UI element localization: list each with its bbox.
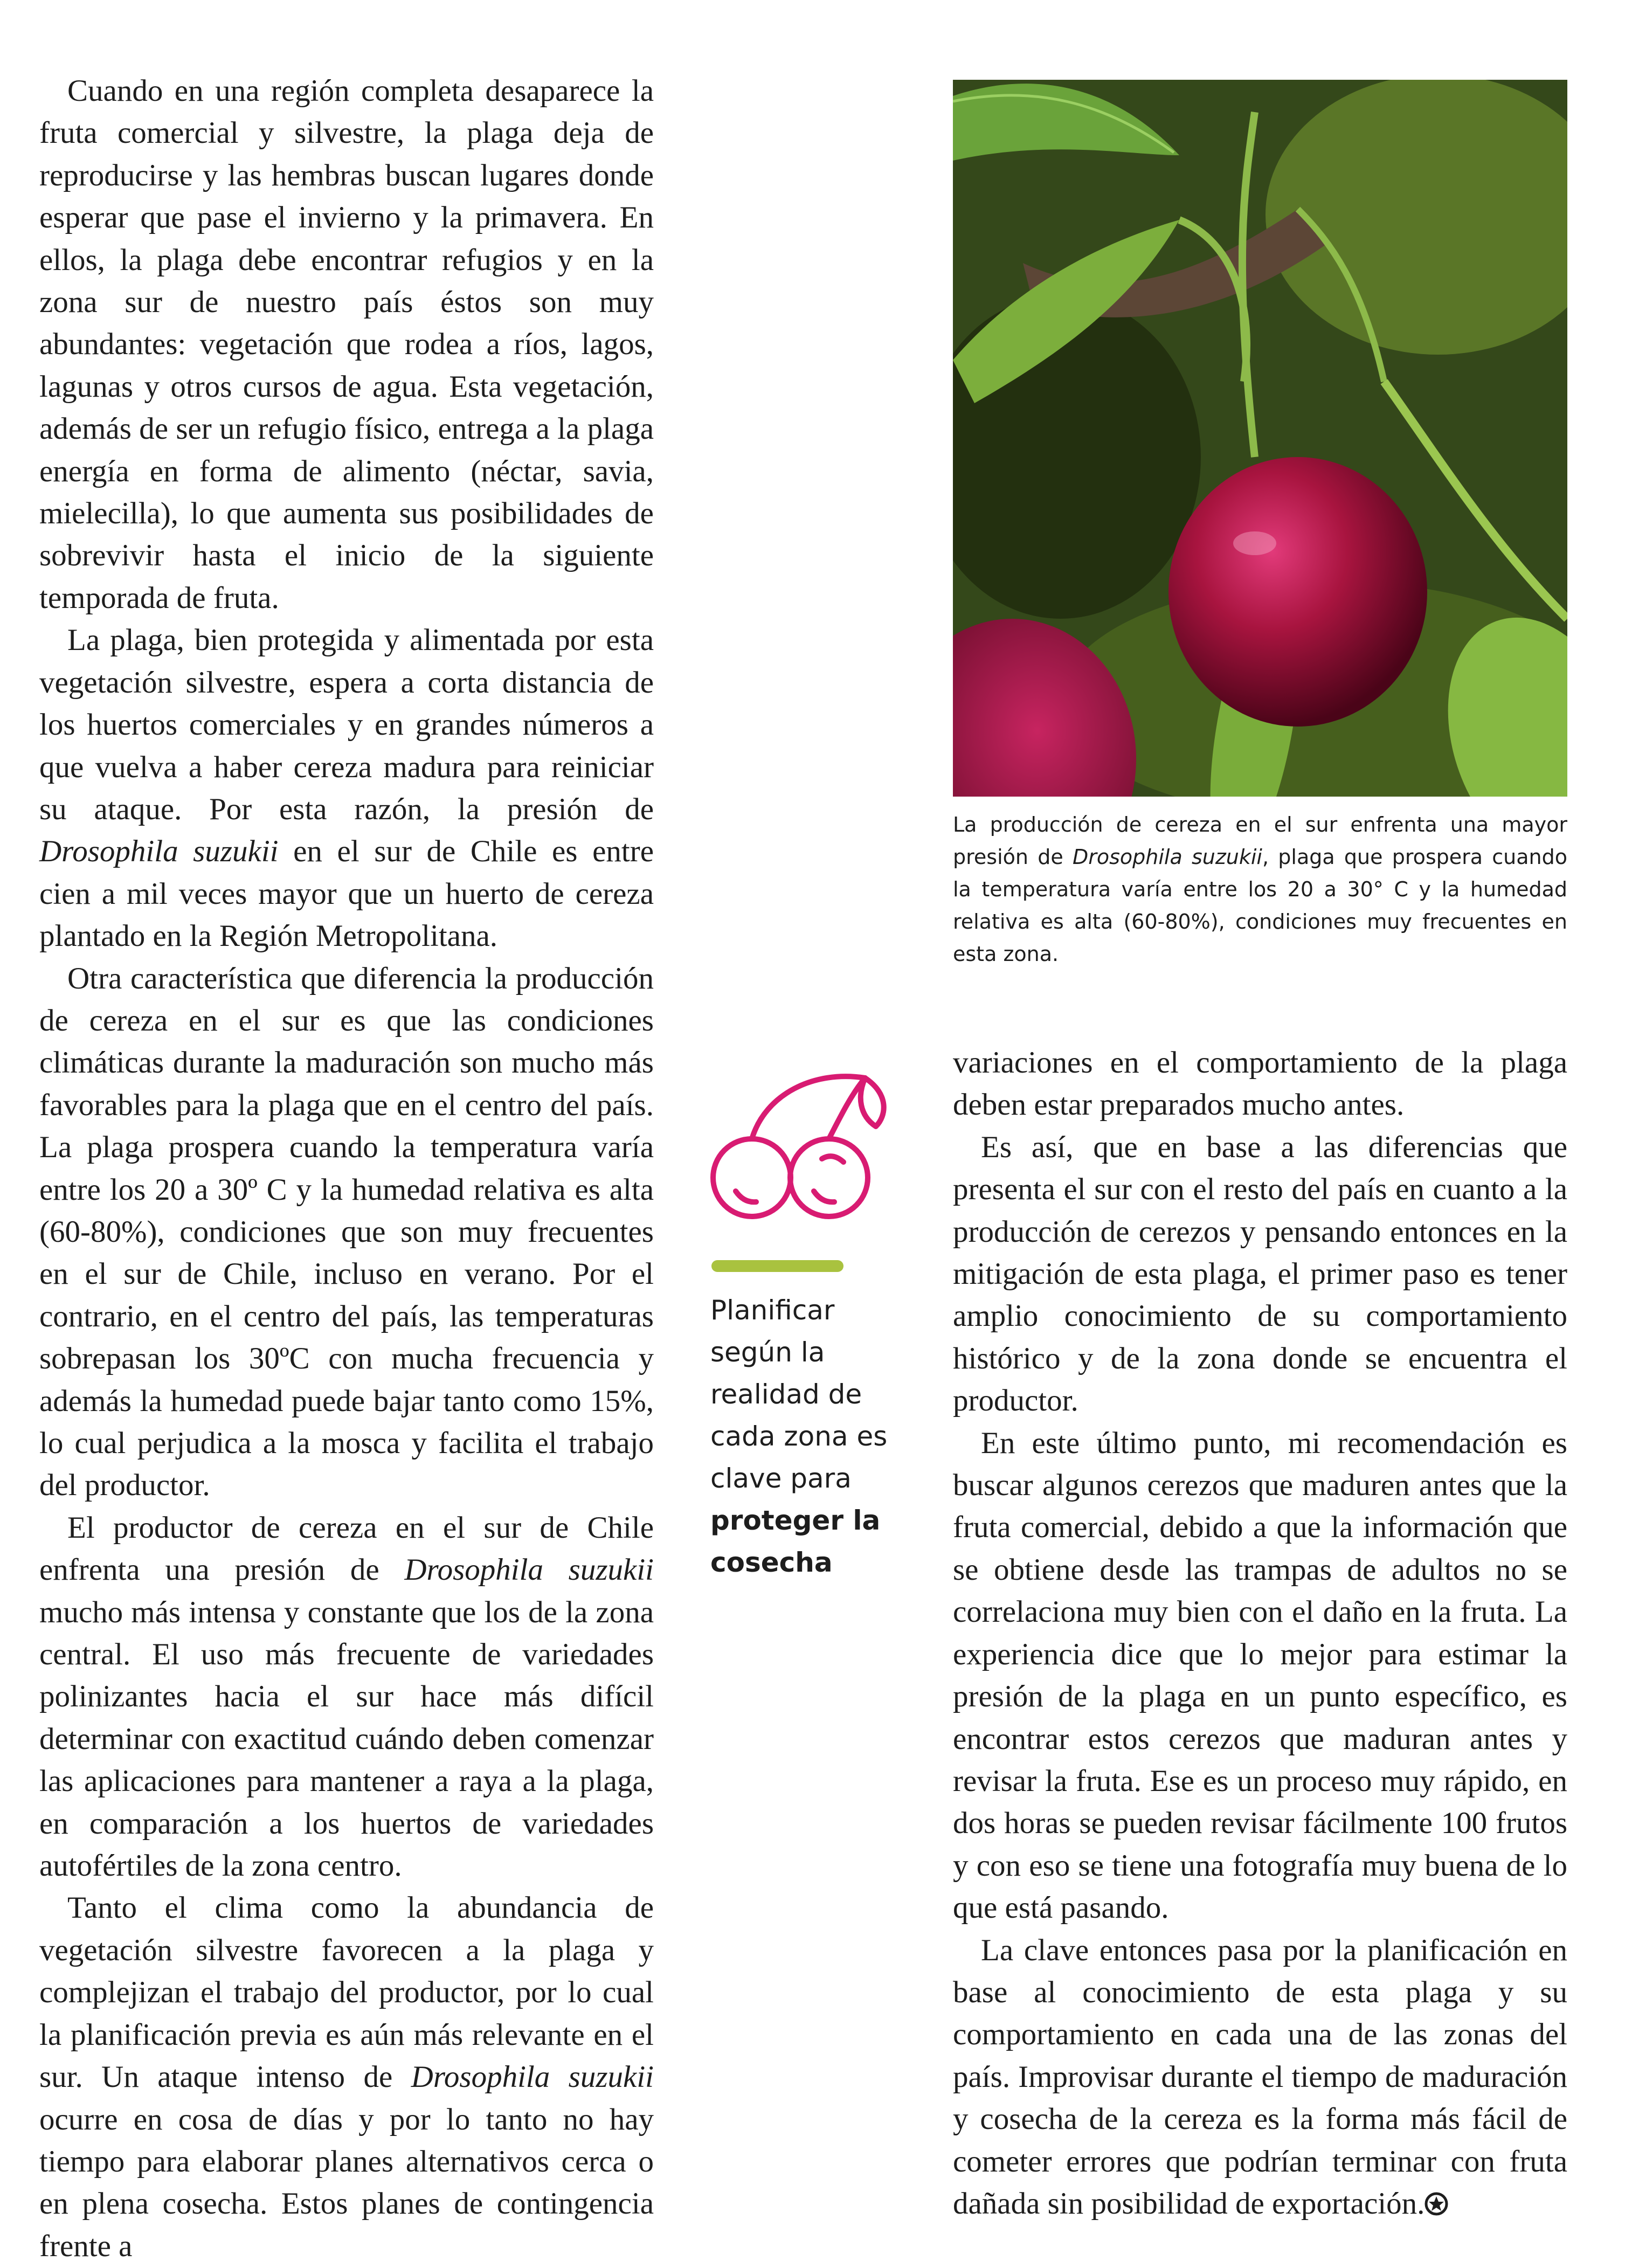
cherry-photo	[953, 80, 1567, 797]
article-right-column	[953, 1042, 1567, 2225]
paragraph: variaciones en el comportamiento de la plaga deben estar preparados mucho antes.	[953, 1046, 1567, 1122]
species-name: Drosophila suzukii	[404, 1553, 654, 1587]
photo-caption: La producción de cereza en el sur enfrenta una mayor presión de Drosophila suzukii, plaga que prospera cuando la temperatura varía entre los 20 a 30° C y la humedad relativa es alta (60-80%), condiciones muy frecuentes en esta zona.	[953, 813, 1567, 966]
paragraph: El productor de cereza en el sur de Chile enfrenta una presión de Drosophila suzukii mucho más intensa y constante que los de la zona central. El uso más frecuente de variedades polinizantes hacia el sur hace más difícil determinar con exactitud cuándo deben comenzar las aplicaciones para mantener a raya a la plaga, en comparación a los huertos de variedades autofértiles de la zona centro.	[39, 1510, 654, 1883]
species-name: Drosophila suzukii	[411, 2060, 654, 2094]
accent-bar	[711, 1260, 843, 1272]
paragraph: Es así, que en base a las diferencias que presenta el sur con el resto del país en cuanto a la producción de cerezos y pensando entonces en la mitigación de esta plaga, el primer paso es tener amplio conocimiento de su comportamiento histórico y de la zona donde se encuentra el productor.	[953, 1130, 1567, 1418]
cherries-icon	[706, 1056, 889, 1240]
paragraph: La clave entonces pasa por la planificación en base al conocimiento de esta plaga y su comportamiento en cada una de las zonas del país. Improvisar durante el tiempo de maduración y cosecha de la cereza es la forma más fácil de cometer errores que podrían terminar con fruta dañada sin posibilidad de exportación.	[953, 1933, 1567, 2221]
species-name: Drosophila suzukii	[39, 834, 279, 869]
end-of-article-icon	[1425, 2192, 1448, 2216]
paragraph: Otra característica que diferencia la producción de cereza en el sur es que las condiciones climáticas durante la maduración son mucho más favorables para la plaga que en el centro del país. La plaga prospera cuando la temperatura varía entre los 20 a 30º C y la humedad relativa es alta (60-80%), condiciones que son muy frecuentes en el sur de Chile, incluso en verano. Por el contrario, en el centro del país, las temperaturas sobrepasan los 30ºC con mucha frecuencia y además la humedad puede bajar tanto como 15%, lo cual perjudica a la mosca y facilita el trabajo del productor.	[39, 961, 654, 1503]
paragraph: En este último punto, mi recomendación es buscar algunos cerezos que maduren antes que la fruta comercial, debido a que la información que se obtiene desde las trampas de adultos no se correlaciona muy bien con el daño en la fruta. La experiencia dice que lo mejor para estimar la presión de la plaga en un punto específico, es encontrar estos cerezos que maduran antes y revisar la fruta. Ese es un proceso muy rápido, en dos horas se pueden revisar fácilmente 100 frutos y con eso se tiene una fotografía muy buena de lo que está pasando.	[953, 1426, 1567, 1925]
species-name: Drosophila suzukii	[1072, 845, 1262, 869]
sidebar-quote: Planificar según la realidad de cada zona es clave para proteger la cosecha	[710, 1295, 888, 1578]
article-left-column	[39, 70, 654, 2267]
paragraph: Tanto el clima como la abundancia de vegetación silvestre favorecen a la plaga y complejizan el trabajo del productor, por lo cual la planificación previa es aún más relevante en el sur. Un ataque intenso de Drosophila suzukii ocurre en cosa de días y por lo tanto no hay tiempo para elaborar planes alternativos cerca o en plena cosecha. Estos planes de contingencia frente a	[39, 1891, 654, 2263]
paragraph: Cuando en una región completa desaparece la fruta comercial y silvestre, la plaga deja de reproducirse y las hembras buscan lugares donde esperar que pase el invierno y la primavera. En ellos, la plaga debe encontrar refugios y en la zona sur de nuestro país éstos son muy abundantes: vegetación que rodea a ríos, lagos, lagunas y otros cursos de agua. Esta vegetación, además de ser un refugio físico, entrega a la plaga energía en forma de alimento (néctar, savia, mielecilla), lo que aumenta sus posibilidades de sobrevivir hasta el inicio de la siguiente temporada de fruta.	[39, 74, 654, 615]
paragraph: La plaga, bien protegida y alimentada por esta vegetación silvestre, espera a corta distancia de los huertos comerciales y en grandes números a que vuelva a haber cereza madura para reiniciar su ataque. Por esta razón, la presión de Drosophila suzukii en el sur de Chile es entre cien a mil veces mayor que un huerto de cereza plantado en la Región Metropolitana.	[39, 623, 654, 953]
